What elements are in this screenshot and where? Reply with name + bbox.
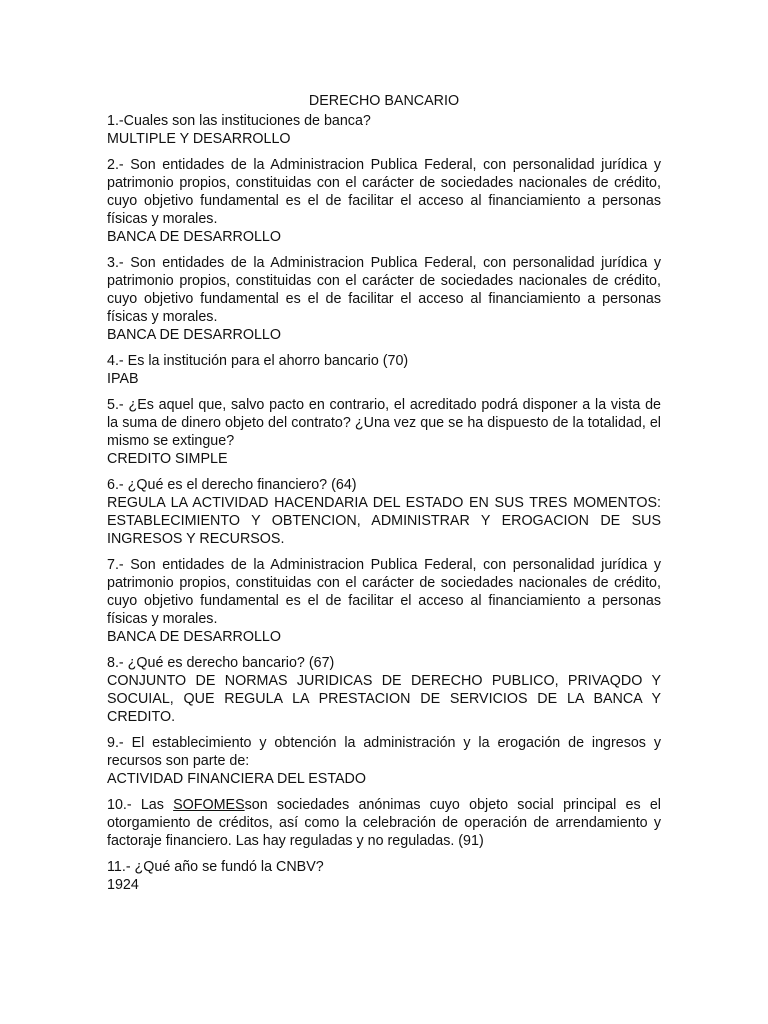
qa-item-1 (107, 112, 661, 148)
answer-2: BANCA DE DESARROLLO (107, 229, 281, 245)
question-8: 8.- ¿Qué es derecho bancario? (67) (107, 655, 335, 671)
question-5: 5.- ¿Es aquel que, salvo pacto en contrario, el acreditado podrá disponer a la vista de la suma de dinero objeto del contrato? ¿Una vez que se ha dispuesto de la totalidad, el mismo se extingue? (107, 397, 661, 449)
question-2: 2.- Son entidades de la Administracion Publica Federal, con personalidad jurídica y patrimonio propios, constituidas con el carácter de sociedades nacionales de crédito, cuyo objetivo fundamental es el de facilitar el acceso al financiamiento a personas físicas y morales. (107, 157, 661, 227)
question-9: 9.- El establecimiento y obtención la administración y la erogación de ingresos y recursos son parte de: (107, 735, 661, 769)
qa-item-11 (107, 858, 661, 894)
answer-11: 1924 (107, 877, 139, 893)
qa-item-10 (107, 796, 661, 850)
question-10-prefix: 10.- Las (107, 797, 174, 813)
document-page (107, 92, 661, 902)
question-11: 11.- ¿Qué año se fundó la CNBV? (107, 859, 324, 875)
answer-5: CREDITO SIMPLE (107, 451, 228, 467)
question-4: 4.- Es la institución para el ahorro bancario (70) (107, 353, 409, 369)
qa-item-2 (107, 156, 661, 246)
answer-6: REGULA LA ACTIVIDAD HACENDARIA DEL ESTADO EN SUS TRES MOMENTOS: ESTABLECIMIENTO Y OBTENCION, ADMINISTRAR Y EROGACION DE SUS INGRESOS Y RECURSOS. (107, 495, 661, 547)
question-7: 7.- Son entidades de la Administracion Publica Federal, con personalidad jurídica y patrimonio propios, constituidas con el carácter de sociedades nacionales de crédito, cuyo objetivo fundamental es el de facilitar el acceso al financiamiento a personas físicas y morales. (107, 557, 661, 627)
answer-7: BANCA DE DESARROLLO (107, 629, 281, 645)
answer-9: ACTIVIDAD FINANCIERA DEL ESTADO (107, 771, 366, 787)
answer-8: CONJUNTO DE NORMAS JURIDICAS DE DERECHO PUBLICO, PRIVAQDO Y SOCUIAL, QUE REGULA LA PRESTACION DE SERVICIOS DE LA BANCA Y CREDITO. (107, 673, 661, 725)
question-1: 1.-Cuales son las instituciones de banca? (107, 113, 371, 129)
question-10-suffix: son sociedades anónimas cuyo objeto social principal es el otorgamiento de créditos, así como la celebración de operación de arrendamiento y factoraje financiero. Las hay reguladas y no reguladas. (91) (107, 797, 661, 849)
qa-item-3 (107, 254, 661, 344)
answer-3: BANCA DE DESARROLLO (107, 327, 281, 343)
sofomes-term: SOFOMES (173, 797, 245, 813)
qa-item-7 (107, 556, 661, 646)
answer-4: IPAB (107, 371, 139, 387)
answer-1: MULTIPLE Y DESARROLLO (107, 131, 291, 147)
document-title: DERECHO BANCARIO (308, 93, 460, 109)
question-10 (107, 796, 661, 850)
qa-item-8 (107, 654, 661, 726)
qa-item-4 (107, 352, 661, 388)
question-6: 6.- ¿Qué es el derecho financiero? (64) (107, 477, 357, 493)
qa-item-6 (107, 476, 661, 548)
qa-item-9 (107, 734, 661, 788)
question-3: 3.- Son entidades de la Administracion Publica Federal, con personalidad jurídica y patrimonio propios, constituidas con el carácter de sociedades nacionales de crédito, cuyo objetivo fundamental es el de facilitar el acceso al financiamiento a personas físicas y morales. (107, 255, 661, 325)
qa-item-5 (107, 396, 661, 468)
